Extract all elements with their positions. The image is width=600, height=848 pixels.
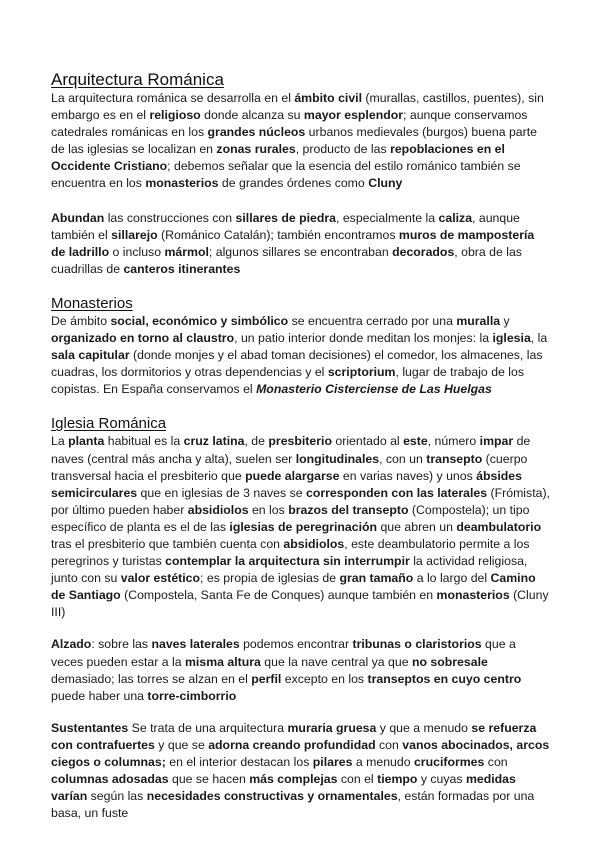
section-heading-iglesia-romanica: Iglesia Románica bbox=[51, 415, 167, 433]
emphasis-term: tribunas o claristorios bbox=[352, 637, 482, 652]
emphasis-term: monasterios bbox=[436, 588, 510, 603]
emphasis-term: absidiolos bbox=[187, 502, 249, 517]
emphasis-term: gran tamaño bbox=[339, 571, 414, 586]
emphasis-term: social, económico y simbólico bbox=[110, 313, 289, 328]
emphasis-term: puede alargarse bbox=[245, 468, 340, 483]
sustentantes-paragraph: Sustentantes Se trata de una arquitectura muraria gruesa y que a menudo se refuerza con contrafuertes y que se adorna creando profundidad con vanos abocinados, arcos ciegos o columnas; en el interior destacan los pilares a menudo cruciformes con columnas adosadas que se hacen más complejas con el tiempo y cuyas medidas varían según las necesidades constructivas y ornamentales, están formadas por una basa, un fuste bbox=[51, 720, 550, 821]
emphasis-term: Alzado bbox=[51, 637, 92, 652]
emphasis-term: medidas varían bbox=[51, 772, 516, 804]
emphasis-term: más complejas bbox=[249, 772, 338, 787]
document-title: Arquitectura Románica bbox=[51, 70, 224, 89]
emphasis-term: pilares bbox=[312, 755, 353, 769]
emphasis-term: no sobresale bbox=[411, 654, 488, 669]
emphasis-term: naves laterales bbox=[151, 637, 240, 652]
emphasis-term: mármol bbox=[164, 244, 209, 259]
emphasis-term: presbiterio bbox=[268, 434, 332, 449]
intro-paragraph-2: Abundan las construcciones con sillares de piedra, especialmente la caliza, aunque también el sillarejo (Románico Catalán); también encontramos muros de mampostería de ladrillo o incluso mármol; algunos sillares se encontraban decorados, obra de las cuadrillas de canteros itinerantes bbox=[51, 210, 535, 276]
emphasis-term: cruz latina bbox=[183, 434, 245, 449]
alzado-paragraph: Alzado: sobre las naves laterales podemos encontrar tribunas o claristorios que a veces pueden estar a la misma altura que la nave central ya que no sobresale demasiado; las torres se alzan en el perfil excepto en los transeptos en cuyo centro puede haber una torre-cimborrio bbox=[51, 637, 522, 703]
emphasis-term: ámbito civil bbox=[294, 91, 362, 105]
section-gap bbox=[51, 398, 550, 415]
emphasis-term: misma altura bbox=[185, 654, 261, 669]
emphasis-term: decorados bbox=[392, 244, 455, 259]
emphasis-term: sillarejo bbox=[111, 227, 158, 242]
emphasis-term: iglesias de peregrinación bbox=[229, 519, 378, 534]
emphasis-term: muralla bbox=[456, 313, 501, 328]
emphasis-term: tiempo bbox=[377, 772, 418, 787]
emphasis-term: brazos del transepto bbox=[288, 502, 409, 517]
section-gap bbox=[51, 278, 550, 295]
emphasis-term: transeptos en cuyo centro bbox=[367, 671, 522, 686]
paragraph-gap bbox=[51, 621, 550, 636]
emphasis-term: impar bbox=[479, 434, 514, 449]
emphasis-term: vanos abocinados, arcos ciegos o columnas; bbox=[51, 737, 550, 769]
emphasis-term: corresponden con las laterales bbox=[306, 485, 488, 500]
emphasis-term: Monasterio Cisterciense de Las Huelgas bbox=[256, 382, 492, 397]
emphasis-term: muros de mampostería de ladrillo bbox=[51, 227, 535, 259]
emphasis-term: torre-cimborrio bbox=[147, 688, 237, 703]
emphasis-term: Sustentantes bbox=[51, 720, 129, 735]
emphasis-term: sillares de piedra bbox=[235, 210, 336, 225]
emphasis-term: Camino de Santiago bbox=[51, 571, 536, 603]
emphasis-term: planta bbox=[68, 434, 105, 449]
emphasis-term: monasterios bbox=[145, 176, 219, 191]
emphasis-term: caliza bbox=[438, 210, 473, 225]
emphasis-term: muraria gruesa bbox=[287, 720, 377, 735]
emphasis-term: longitudinales bbox=[295, 451, 380, 466]
emphasis-term: deambulatorio bbox=[456, 519, 542, 534]
emphasis-term: adorna creando profundidad bbox=[208, 737, 376, 752]
emphasis-term: absidiolos bbox=[283, 536, 345, 551]
emphasis-term: se refuerza con contrafuertes bbox=[51, 720, 537, 752]
emphasis-term: necesidades constructivas y ornamentales bbox=[146, 789, 398, 804]
emphasis-term: repoblaciones en el Occidente Cristiano bbox=[51, 142, 505, 174]
emphasis-term: valor estético bbox=[120, 571, 201, 586]
emphasis-term: Abundan bbox=[51, 210, 105, 225]
emphasis-term: Cluny bbox=[368, 176, 403, 191]
emphasis-term: columnas adosadas bbox=[51, 772, 169, 787]
emphasis-term: mayor esplendor bbox=[303, 108, 404, 123]
emphasis-term: sala capitular bbox=[51, 348, 130, 363]
emphasis-term: zonas rurales bbox=[216, 142, 296, 157]
emphasis-term: religioso bbox=[149, 108, 201, 123]
emphasis-term: scriptorium bbox=[327, 365, 396, 380]
emphasis-term: ábsides semicirculares bbox=[51, 468, 522, 500]
planta-paragraph: La planta habitual es la cruz latina, de presbiterio orientado al este, número impar de naves (central más ancha y alta), suelen ser longitudinales, con un transepto (cuerpo transversal hacia el presbiterio que puede alargarse en varias naves) y unos ábsides semicirculares que en iglesias de 3 naves se corresponden con las laterales (Frómista), por último pueden haber absidiolos en los brazos del transepto (Compostela); un tipo específico de planta es el de las iglesias de peregrinación que abren un deambulatorio tras el presbiterio que también cuenta con absidiolos, este deambulatorio permite a los peregrinos y turistas contemplar la arquitectura sin interrumpir la actividad religiosa, junto con su valor estético; es propia de iglesias de gran tamaño a lo largo del Camino de Santiago (Compostela, Santa Fe de Conques) aunque también en monasterios (Cluny III) bbox=[51, 434, 550, 620]
emphasis-term: transepto bbox=[426, 451, 483, 466]
emphasis-term: contemplar la arquitectura sin interrumpir bbox=[165, 554, 410, 569]
intro-paragraph-1: La arquitectura románica se desarrolla en el ámbito civil (murallas, castillos, puentes), sin embargo es en el religioso donde alcanza su mayor esplendor; aunque conservamos catedrales románicas en los grandes núcleos urbanos medievales (burgos) buena parte de las iglesias se localizan en zonas rurales, producto de las repoblaciones en el Occidente Cristiano; debemos señalar que la esencia del estilo románico también se encuentra en los monasterios de grandes órdenes como Cluny bbox=[51, 91, 544, 191]
emphasis-term: canteros itinerantes bbox=[123, 261, 241, 276]
paragraph-gap bbox=[51, 705, 550, 720]
emphasis-term: perfil bbox=[251, 671, 282, 686]
emphasis-term: grandes núcleos bbox=[207, 125, 306, 140]
monasterios-paragraph: De ámbito social, económico y simbólico se encuentra cerrado por una muralla y organizado en torno al claustro, un patio interior donde meditan los monjes: la iglesia, la sala capitular (donde monjes y el abad toman decisiones) el comedor, los almacenes, las cuadras, los dormitorios y otras dependencias y el scriptorium, lugar de trabajo de los copistas. En España conservamos el Monasterio Cisterciense de Las Huelgas bbox=[51, 313, 548, 397]
emphasis-term: este bbox=[403, 434, 428, 449]
emphasis-term: organizado en torno al claustro bbox=[51, 331, 235, 346]
emphasis-term: cruciformes bbox=[413, 755, 485, 769]
emphasis-term: iglesia bbox=[492, 331, 531, 346]
section-heading-monasterios: Monasterios bbox=[51, 294, 133, 312]
paragraph-gap bbox=[51, 193, 550, 210]
